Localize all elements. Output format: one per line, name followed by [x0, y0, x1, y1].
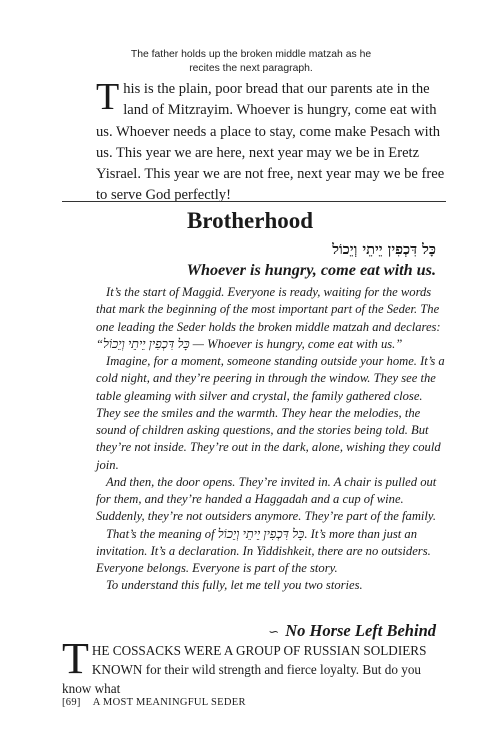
drop-cap: T: [62, 634, 89, 683]
commentary-paragraph: That’s the meaning of כָּל דִּכְפִין יֵיתֵי וְיֵכוֹל. It’s more than just an invitation. It’s a declaration. In Yiddishkeit, there are no outsiders. Everyone belongs. Everyone is part of the story.: [96, 526, 431, 575]
drop-cap: T: [96, 76, 120, 118]
hebrew-quote: כָּל דִּכְפִין יֵיתֵי וְיֵכוֹל: [332, 241, 436, 258]
commentary-body: [96, 284, 446, 595]
section-subtitle: Whoever is hungry, come eat with us.: [186, 261, 436, 279]
haleichma-translation: [96, 76, 446, 207]
story-opening-caps: HE COSSACKS WERE A GROUP OF RUSSIAN SOLDIERS KNOWN: [91, 643, 427, 677]
haleichma-text: his is the plain, poor bread that our parents ate in the land of Mitzrayim. Whoever is hungry, come eat with us. Whoever needs a place to stay, come make Pesach with us. This year we are here, next year may we be in Eretz Yisrael. This year we are not free, next year may we be free to serve God perfectly!: [96, 81, 445, 204]
page-number: [69]: [62, 697, 81, 708]
story-text: for their wild strength and fierce loyalty. But do you know what: [62, 662, 422, 696]
story-body: [62, 634, 446, 698]
ornament-icon: ∽: [268, 624, 280, 639]
page-footer: [62, 696, 446, 710]
section-title: Brotherhood: [186, 208, 314, 233]
section-divider: [62, 201, 446, 202]
commentary-paragraph: And then, the door opens. They’re invited in. A chair is pulled out for them, and they’re handed a Haggadah and a cup of wine. Suddenly, they’re not outsiders anymore. They’re part of the family.: [96, 474, 437, 524]
ritual-instruction: The father holds up the broken middle matzah as he recites the next paragraph.: [130, 49, 372, 74]
commentary-paragraph: It’s the start of Maggid. Everyone is ready, waiting for the words that mark the beginning of the most important part of the Seder. The one leading the Seder holds the broken middle matzah and declares: “כָּל דִּכְפִין יֵיתֵי וְיֵכוֹל — Whoever is hungry, come eat with us.”: [96, 285, 441, 351]
book-title: A MOST MEANINGFUL SEDER: [92, 697, 246, 708]
story-title: No Horse Left Behind: [285, 621, 436, 640]
story-heading: [96, 620, 436, 643]
commentary-paragraph: Imagine, for a moment, someone standing outside your home. It’s a cold night, and they’re peering in through the window. They see the table gleaming with silver and crystal, the family gathered close. They see the smiles and the warmth. They hear the melodies, the sound of children asking questions, and the stories being told. But they’re not inside. They’re out in the dark, alone, wishing they could join.: [96, 354, 445, 472]
commentary-paragraph: To understand this fully, let me tell you two stories.: [106, 578, 363, 593]
